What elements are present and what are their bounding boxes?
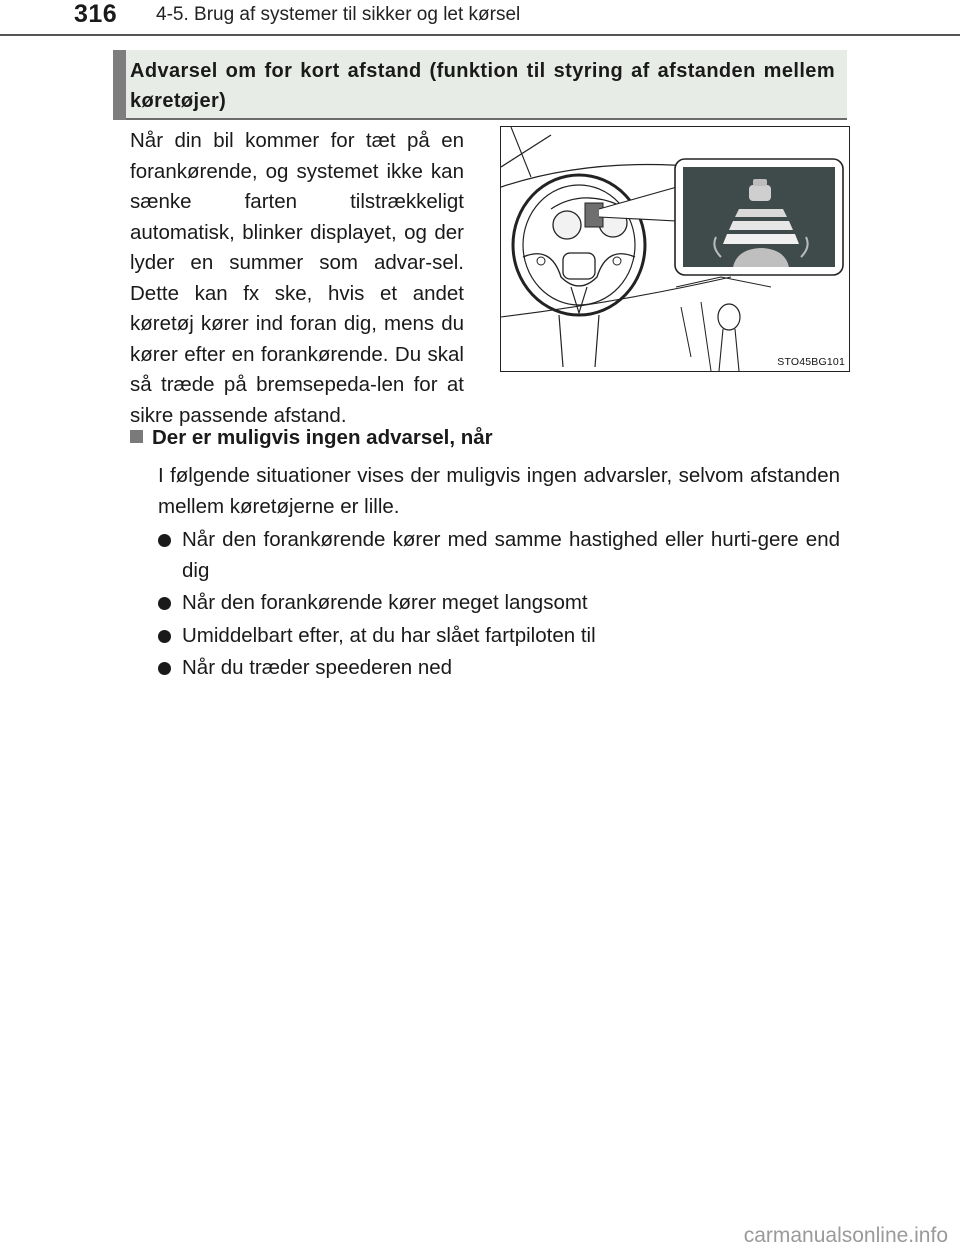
figure-code: STO45BG101 [777, 356, 845, 368]
bullet-dot-icon [158, 662, 171, 675]
watermark: carmanualsonline.info [743, 1224, 948, 1247]
list-item-text: Når den forankørende kører meget langsomt [182, 591, 588, 614]
dashboard-illustration [500, 126, 850, 372]
subsection-paragraph: I følgende situationer vises der muligvis ingen advarsler, selvom afstanden mellem køretøjerne er lille. [158, 464, 840, 518]
steering-wheel-display-drawing [501, 127, 849, 371]
list-item [158, 588, 840, 619]
bullet-list [158, 525, 840, 686]
bullet-dot-icon [158, 630, 171, 643]
list-item-text: Umiddelbart efter, at du har slået fartpiloten til [182, 623, 596, 647]
section-heading-box [113, 50, 847, 120]
subsection-heading-text: Der er muligvis ingen advarsel, når [152, 426, 493, 449]
subsection-heading [130, 426, 493, 450]
section-title: Advarsel om for kort afstand (funktion til styring af afstanden mellem køretøjer) [130, 60, 835, 112]
page-header [0, 0, 960, 40]
page-number: 316 [74, 0, 118, 28]
list-item [158, 525, 840, 586]
header-rule [0, 34, 960, 36]
list-item [158, 653, 840, 684]
list-item-text: Når du træder speederen ned [182, 656, 453, 679]
list-item-text: Når den forankørende kører med samme hastighed eller hurti-gere end dig [182, 528, 840, 582]
bullet-dot-icon [158, 597, 171, 610]
square-bullet-icon [130, 430, 143, 443]
bullet-dot-icon [158, 534, 171, 547]
list-item [158, 621, 840, 652]
intro-paragraph: Når din bil kommer for tæt på en forankørende, og systemet ikke kan sænke farten tilstrækkeligt automatisk, blinker displayet, og der lyder en summer som advar-sel. Dette kan fx ske, hvis et andet køretøj kører ind foran dig, mens du kører efter en forankørende. Du skal så træde på bremsepeda-len for at sikre passende afstand. [130, 129, 464, 427]
chapter-title: 4-5. Brug af systemer til sikker og let kørsel [156, 4, 521, 25]
section-heading-bar [113, 50, 126, 120]
